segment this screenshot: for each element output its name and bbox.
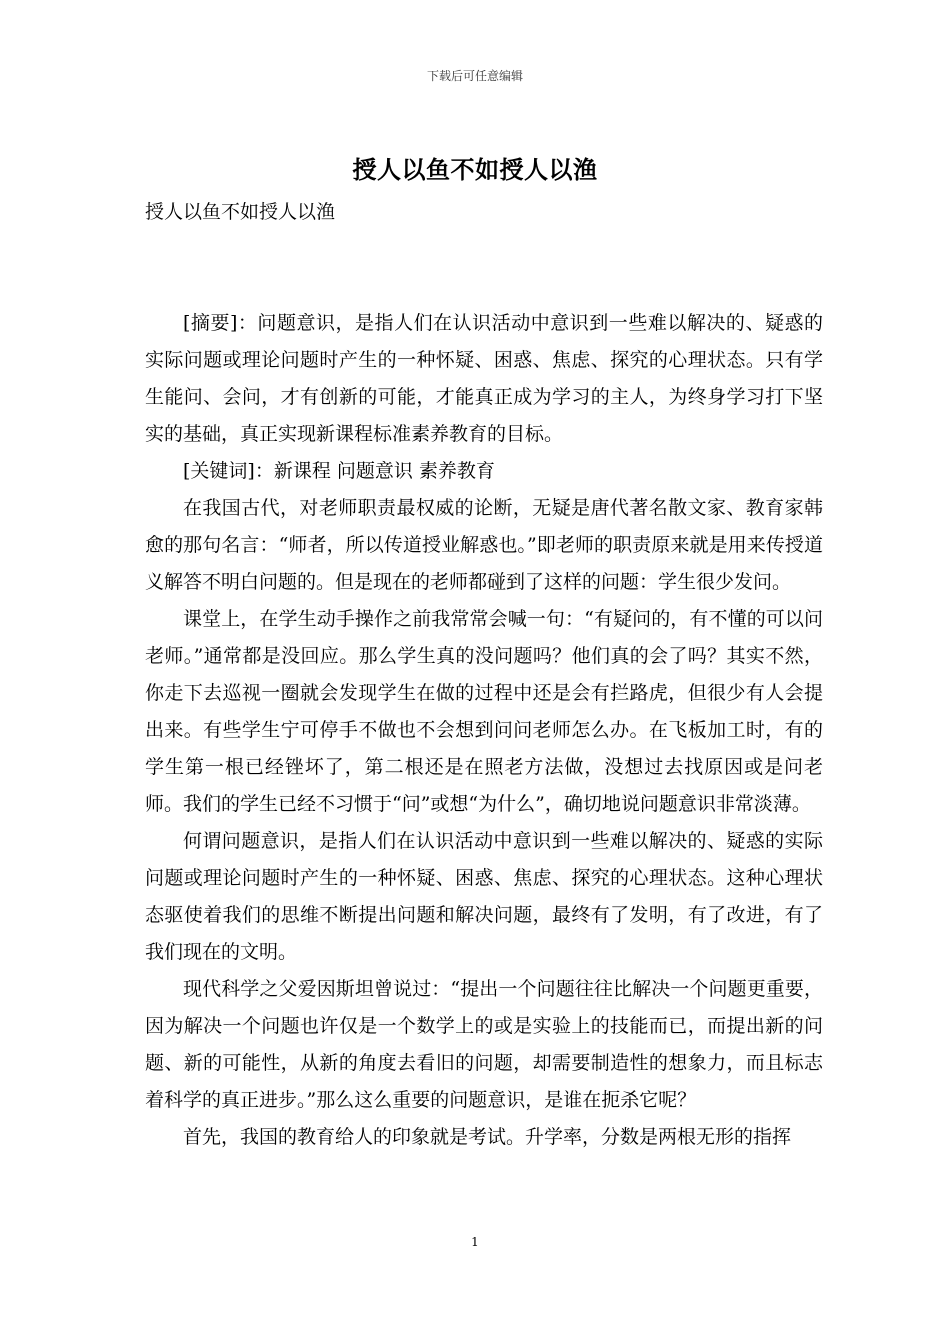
document-subtitle: 授人以鱼不如授人以渔 [145, 201, 336, 223]
body-paragraph: 现代科学之父爱因斯坦曾说过：“提出一个问题往往比解决一个问题更重要，因为解决一个问题也许仅是一个数学上的或是实验上的技能而已，而提出新的问题、新的可能性，从新的角度去看旧的问题，却需要制造性的想象力，而且标志着科学的真正进步。”那么这么重要的问题意识，是谁在扼杀它呢？ [145, 978, 823, 1111]
document-title: 授人以鱼不如授人以渔 [352, 155, 598, 184]
abstract-paragraph: [摘要]：问题意识，是指人们在认识活动中意识到一些难以解决的、疑惑的实际问题或理论问题时产生的一种怀疑、困惑、焦虑、探究的心理状态。只有学生能问、会问，才有创新的可能，才能真正成为学习的主人，为终身学习打下坚实的基础，真正实现新课程标准素养教育的目标。 [145, 312, 823, 445]
page-number: 1 [471, 1235, 479, 1249]
body-paragraph: 首先，我国的教育给人的印象就是考试。升学率，分数是两根无形的指挥 [183, 1126, 792, 1148]
document-body [145, 194, 823, 1156]
body-paragraph: 何谓问题意识，是指人们在认识活动中意识到一些难以解决的、疑惑的实际问题或理论问题时产生的一种怀疑、困惑、焦虑、探究的心理状态。这种心理状态驱使着我们的思维不断提出问题和解决问题，最终有了发明，有了改进，有了我们现在的文明。 [145, 830, 823, 963]
body-paragraph: 课堂上，在学生动手操作之前我常常会喊一句：“有疑问的，有不懂的可以问老师。”通常都是没回应。那么学生真的没问题吗？他们真的会了吗？其实不然，你走下去巡视一圈就会发现学生在做的过程中还是会有拦路虎，但很少有人会提出来。有些学生宁可停手不做也不会想到问问老师怎么办。在飞板加工时，有的学生第一根已经锉坏了，第二根还是在照老方法做，没想过去找原因或是问老师。我们的学生已经不习惯于“问”或想“为什么”，确切地说问题意识非常淡薄。 [145, 608, 823, 815]
keywords-paragraph: [关键词]：新课程 问题意识 素养教育 [183, 460, 495, 482]
header-note: 下载后可任意编辑 [426, 69, 523, 83]
body-paragraph: 在我国古代，对老师职责最权威的论断，无疑是唐代著名散文家、教育家韩愈的那句名言：“师者，所以传道授业解惑也。”即老师的职责原来就是用来传授道义解答不明白问题的。但是现在的老师都碰到了这样的问题：学生很少发问。 [145, 497, 823, 593]
